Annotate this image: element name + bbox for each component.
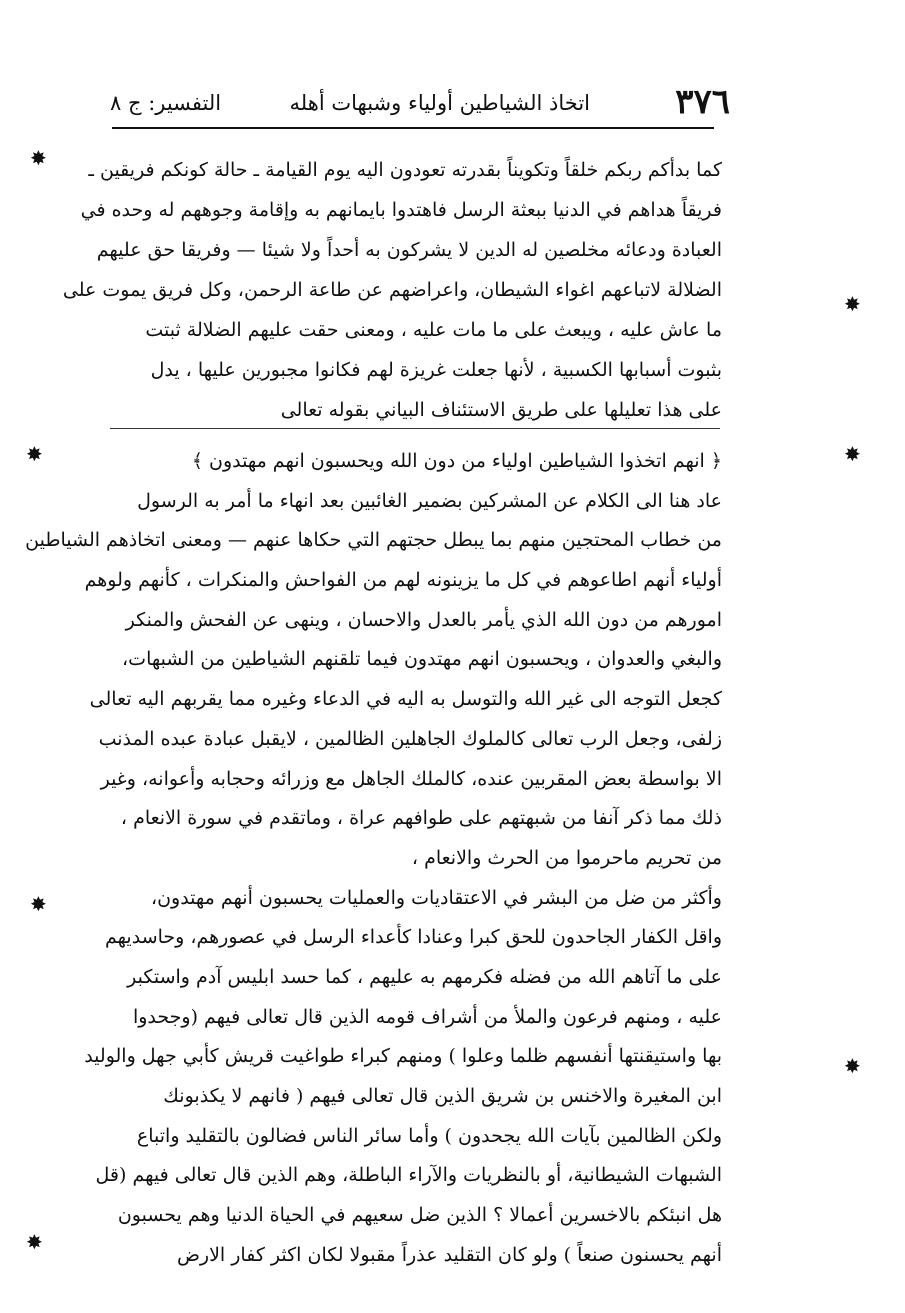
text-line: بها واستيقنتها أنفسهم ظلما وعلوا ) ومنهم كبراء طواغيت قريش كأبي جهل والوليد [84, 1045, 722, 1068]
margin-star-icon: ✸ [26, 1230, 43, 1254]
text-line: الا بواسطة بعض المقربين عنده، كالملك الجاهل مع وزرائه وحجابه وأعوانه، وغير [100, 767, 722, 790]
text-line: فريقاً هداهم في الدنيا ببعثة الرسل فاهتدوا بايمانهم به وإقامة وجوههم له وحده في [80, 199, 722, 221]
section-rule [110, 428, 720, 429]
text-line: أنهم يحسنون صنعاً ) ولو كان التقليد عذراً مقبولا لكان اكثر كفار الارض [176, 1243, 722, 1266]
volume-label: التفسير: ج ٨ [110, 91, 222, 115]
page-number: ٣٧٦ [675, 82, 730, 122]
margin-star-icon: ✸ [30, 146, 47, 170]
text-line: أولياء أنهم اطاعوهم في كل ما يزينونه لهم من الفواحش والمنكرات ، كأنهم ولوهم [84, 569, 722, 592]
text-line: امورهم من دون الله الذي يأمر بالعدل والاحسان ، وينهى عن الفحش والمنكر [125, 608, 722, 631]
text-line: ما عاش عليه ، ويبعث على ما مات عليه ، ومعنى حقت عليهم الضلالة ثبتت [145, 319, 722, 341]
text-line: عليه ، ومنهم فرعون والملأ من أشراف قومه الذين قال تعالى فيهم (وجحدوا [132, 1005, 722, 1028]
margin-star-icon: ✸ [844, 442, 861, 466]
margin-star-icon: ✸ [844, 292, 861, 316]
margin-star-icon: ✸ [844, 1054, 861, 1078]
text-line: على هذا تعليلها على طريق الاستئناف البياني بقوله تعالى [280, 399, 722, 421]
margin-star-icon: ✸ [26, 442, 43, 466]
text-line: العبادة ودعائه مخلصين له الدين لا يشركون به أحداً ولا شيئا — وفريقا حق عليهم [96, 239, 722, 261]
text-line: الضلالة لاتباعهم اغواء الشيطان، واعراضهم عن طاعة الرحمن، وكل فريق يموت على [62, 279, 722, 301]
text-line: من خطاب المحتجين منهم بما يبطل حجتهم التي حكاها عنهم — ومعنى اتخاذهم الشياطين [25, 529, 722, 552]
text-line: والبغي والعدوان ، ويحسبون انهم مهتدون فيما تلقنهم الشياطين من الشبهات، [122, 648, 722, 671]
text-line: عاد هنا الى الكلام عن المشركين بضمير الغائبين بعد انهاء ما أمر به الرسول [137, 489, 722, 512]
text-line: ولكن الظالمين بآيات الله يجحدون ) وأما سائر الناس فضالون بالتقليد واتباع [136, 1124, 722, 1147]
verse-heading: ﴿ انهم اتخذوا الشياطين اولياء من دون الله ويحسبون انهم مهتدون ﴾ [191, 450, 722, 472]
text-line: وأكثر من ضل من البشر في الاعتقاديات والعمليات يحسبون أنهم مهتدون، [150, 886, 722, 909]
text-line: بثبوت أسبابها الكسبية ، لأنها جعلت غريزة لهم فكانوا مجبورين عليها ، يدل [150, 359, 722, 381]
header-rule [112, 127, 714, 129]
text-line: من تحريم ماحرموا من الحرث والانعام ، [411, 846, 722, 869]
paragraph-1 [62, 150, 722, 430]
text-line: واقل الكفار الجاحدون للحق كبرا وعنادا كأعداء الرسل في عصورهم، وحاسديهم [105, 926, 722, 949]
page-header [110, 82, 730, 122]
running-title: اتخاذ الشياطين أولياء وشبهات أهله [289, 91, 590, 115]
text-line: على ما آتاهم الله من فضله فكرمهم به عليهم ، كما حسد ابليس آدم واستكبر [127, 965, 722, 988]
text-line: زلفى، وجعل الرب تعالى كالملوك الجاهلين الظالمين ، لايقبل عبادة عبده المذنب [98, 727, 722, 750]
margin-star-icon: ✸ [30, 892, 47, 916]
text-line: كما بدأكم ربكم خلقاً وتكويناً بقدرته تعودون اليه يوم القيامة ـ حالة كونكم فريقين ـ [88, 159, 722, 181]
text-line: كجعل التوجه الى غير الله والتوسل به اليه في الدعاء وغيره مما يقربهم اليه تعالى [89, 688, 722, 711]
text-line: الشبهات الشيطانية، أو بالنظريات والآراء الباطلة، وهم الذين قال تعالى فيهم (قل [95, 1164, 722, 1187]
text-line: هل انبئكم بالاخسرين أعمالا ؟ الذين ضل سعيهم في الحياة الدنيا وهم يحسبون [117, 1204, 722, 1227]
text-line: ابن المغيرة والاخنس بن شريق الذين قال تعالى فيهم ( فانهم لا يكذبونك [163, 1085, 722, 1107]
paragraph-2 [25, 442, 722, 1275]
text-line: ذلك مما ذكر آنفا من شبهتهم على طوافهم عراة ، وماتقدم في سورة الانعام ، [120, 807, 722, 830]
